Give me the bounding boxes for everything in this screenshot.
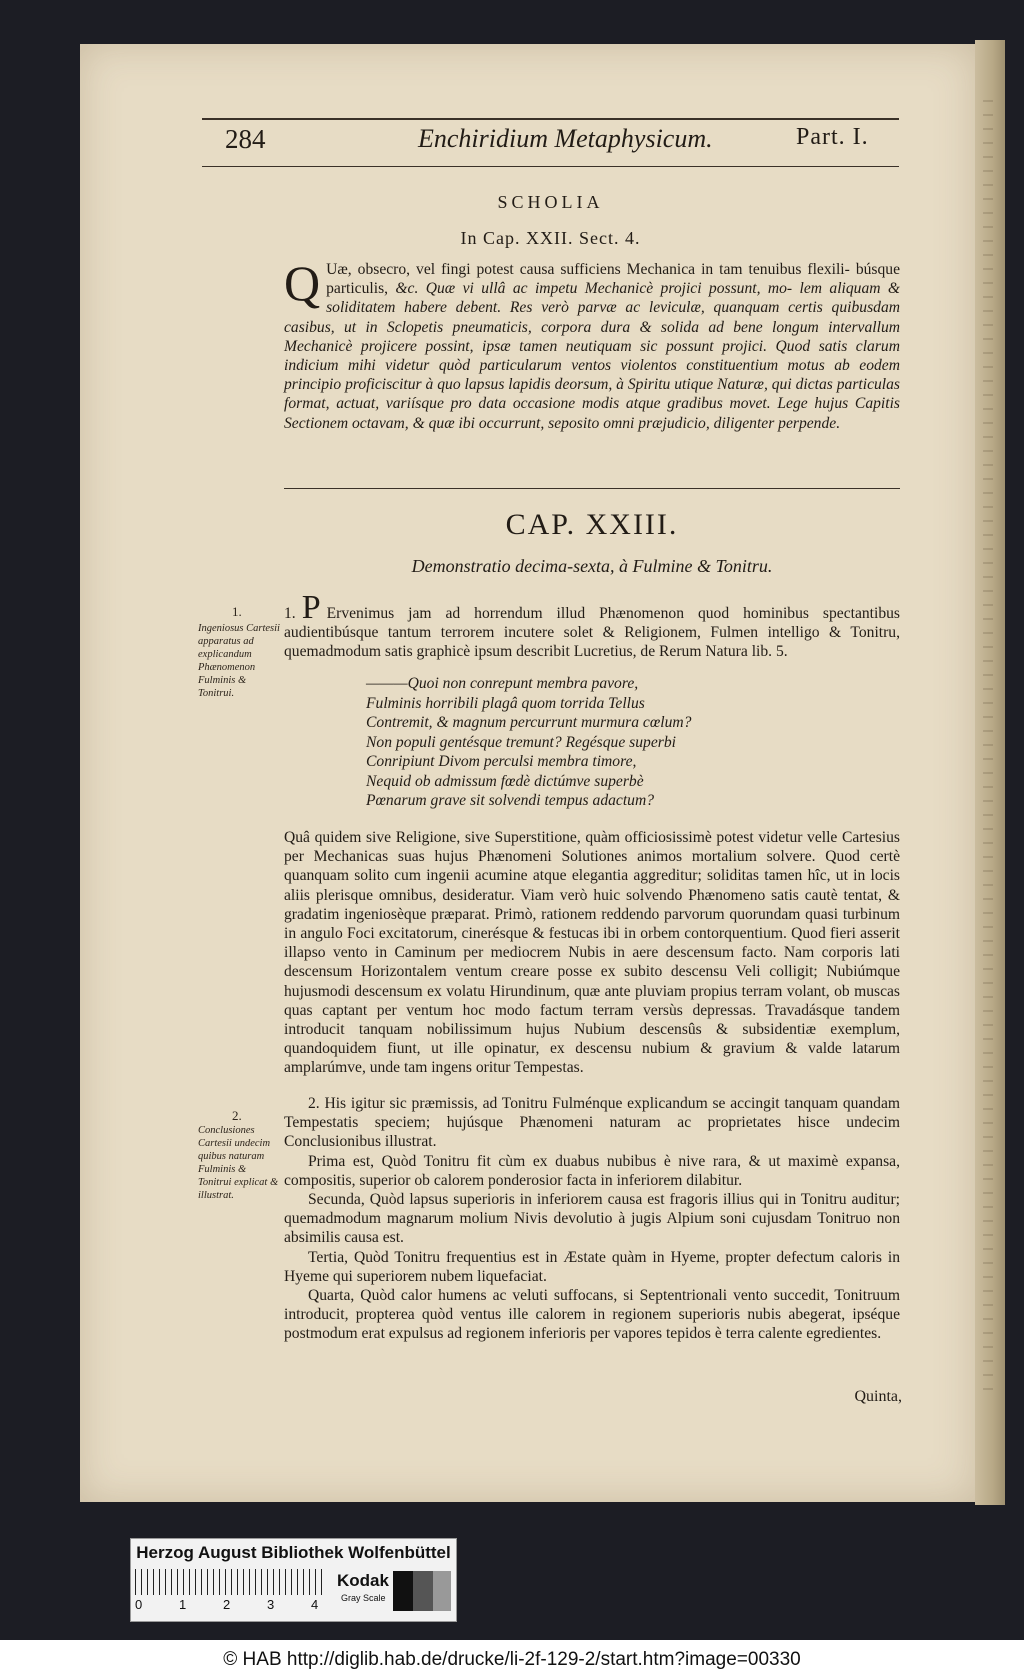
- kodak-logo: Kodak: [337, 1571, 389, 1590]
- verse-line: Non populi gentésque tremunt? Regésque superbi: [366, 733, 676, 751]
- gray-swatch-dark: [413, 1571, 433, 1611]
- section-1-text: Ervenimus jam ad horrendum illud Phænomenon quod hominibus spectantibus audientibúsque tantum terrorem incutere solet & Religionem, Fulmen intelligo & Tonitru, quemadmodum satis graphicè ipsum describit Lucretius, de Rerum Natura lib. 5.: [284, 605, 900, 661]
- conclusion-item: Secunda, Quòd lapsus superioris in inferiorem causa est fragoris illius qui in Tonitru auditur; quemadmodum magnarum molium Nivis devolutio à jugis Alpium soni cujusdam Tonitruo non absimilis causa est.: [284, 1191, 900, 1247]
- scholia-paragraph: [284, 255, 901, 433]
- scholia-line2-roman: búsque particulis,: [326, 261, 900, 298]
- margin-note-1-number: 1.: [232, 604, 242, 619]
- section-1-dropcap: P: [301, 589, 321, 626]
- ruler-number: 4: [311, 1597, 319, 1612]
- ruler-number: 2: [223, 1597, 231, 1612]
- gray-swatch-mid: [433, 1571, 451, 1611]
- conclusion-item: Quarta, Quòd calor humens ac veluti suffocans, si Septentrionali vento succedit, Tonitruum introducit, propterea quòd ventus ille calorem in regionem superioris nubis abegerat, ipséque postmodum erat expulsus ad regionem inferioris per vapores tepidos è terra calente egredientes.: [284, 1287, 900, 1343]
- library-name: Herzog August Bibliothek Wolfenbüttel: [136, 1543, 451, 1562]
- header-rule-bottom: [202, 166, 899, 167]
- scholia-line1: Uæ, obsecro, vel fingi potest causa sufficiens Mechanica in tam tenuibus flexili-: [326, 261, 850, 278]
- catchword: Quinta,: [854, 1388, 902, 1405]
- section-1-number: 1.: [284, 605, 296, 622]
- header-rule-top: [202, 118, 899, 120]
- chapter-rule: [284, 488, 900, 489]
- facing-page-edge: [975, 40, 1005, 1505]
- ruler-number: 0: [135, 1597, 143, 1612]
- verse-line: Nequid ob admissum fœdè dictúmve superbè: [366, 772, 644, 790]
- scholia-rest: lem aliquam & soliditatem habere debent. Res verò parvæ ac leviculæ, quanquam certis quibusdam casibus, ut in Sclopetis pneumaticis, corpora dura & solida ad bene longum intervallum Mechanicè projicere possint, ipsæ tamen neutiquam sic possunt projici. Quod satis clarum indicium mihi videtur quòd particularum ventos violentos constituentium motus ab eodem principio proficiscitur à quo lapsus lapidis deorsum, à Spiritu utique Naturæ, qui dictas particulas format, actuat, variísque pro data occasione modis atque gradibus movet. Lege hujus Capitis Sectionem octavam, & quæ ibi occurrunt, seposito omni præjudicio, diligenter perpende.: [284, 280, 901, 432]
- chapter-subtitle: Demonstratio decima-sexta, à Fulmine & Tonitru.: [411, 556, 773, 576]
- scholia-title: SCHOLIA: [497, 192, 604, 212]
- part-label: Part. I.: [796, 124, 869, 150]
- verse-line: ———Quoi non conrepunt membra pavore,: [366, 675, 639, 692]
- verse-line: Conripiunt Divom perculsi membra timore,: [366, 753, 637, 770]
- margin-note-2: Conclusiones Cartesii undecim quibus naturam Fulminis & Tonitrui explicat & illustrat.: [198, 1125, 279, 1201]
- section-2-paragraph: 2. His igitur sic præmissis, ad Tonitru Fulménque explicandum se accingit tanquam quandam Tempestatis speciem; hujúsque Phænomeni naturam ac proprietates hisce undecim Conclusionibus illustrat.: [284, 1095, 900, 1151]
- verse-line: Pœnarum grave sit solvendi tempus adactum?: [366, 792, 655, 809]
- section-1-paragraph: [284, 589, 900, 662]
- chapter-title: CAP. XXIII.: [505, 508, 679, 541]
- lucretius-verse: [366, 674, 691, 811]
- library-color-card: [130, 1538, 457, 1622]
- gray-scale-label: Gray Scale: [341, 1593, 386, 1603]
- ruler-number: 3: [267, 1597, 275, 1612]
- page-number: 284: [225, 124, 266, 154]
- gray-swatch-black: [393, 1571, 413, 1611]
- copyright-footer: © HAB http://diglib.hab.de/drucke/li-2f-129-2/start.htm?image=00330: [0, 1640, 1024, 1680]
- ruler-number: 1: [179, 1597, 187, 1612]
- scholia-subtitle: In Cap. XXII. Sect. 4.: [460, 228, 641, 248]
- margin-note-2-number: 2.: [232, 1108, 242, 1123]
- verse-line: Fulminis horribili plagâ quom torrida Tellus: [366, 694, 645, 712]
- conclusion-item: Prima est, Quòd Tonitru fit cùm ex duabus nubibus è nive rara, & ut maximè expansa, compositis, superior ob calorem ponderosior facta in inferiorem dilabitur.: [284, 1152, 900, 1189]
- scholia-dropcap: Q: [284, 255, 321, 311]
- running-title: Enchiridium Metaphysicum.: [418, 124, 713, 153]
- scale-ruler: [135, 1569, 327, 1595]
- verse-line: Contremit, & magnum percurrunt murmura cœlum?: [366, 714, 692, 731]
- main-paragraph: Quâ quidem sive Religione, sive Superstitione, quàm officiosissimè potest videtur velle Cartesius per Mechanicas suas hujus Phænomeni Solutiones animos mortalium solvere. Quod certè quanquam solito cum ingenii acumine atque elegantia aggreditur; soliditas tamen hîc, ut in locis aliis plerisque omnibus, desideratur. Viam verò huic solvendo Phænomeno satis cautè tentat, & gradatim ingeniosèque præparat. Primò, rationem reddendo parvorum quorundam quasi turbinum in angulo Foci excitatorum, cinerésque & festucas ibi in orbem contorquentium. Quod fieri asserit illapso vento in Caminum per mediocrem Nubis in aere descensum facto. Nam corporis lati descensum Horizontalem ventum creare posse ex subito descensu Veli colligit; Nubiúmque hujusmodi descensum ex volatu Hirundinum, quæ ante pluviam propius terram volant, ob muscas quas captant per ventum hoc modo factum terram versùs depressas. Travadásque tandem introducit tanquam nobilissimum hujus Nubium descensûs & subsidentiæ exemplum, quandoquidem fiunt, ut ille opinatur, ex descensu nubium & gravium & valde latarum amplarúmve, unde tam ingens oritur Tempestas.: [284, 829, 900, 1077]
- scholia-line2-italic: &c. Quæ vi ullâ ac impetu Mechanicè projici possunt, mo-: [395, 280, 793, 298]
- section-2-and-conclusions: [284, 1094, 900, 1344]
- conclusion-item: Tertia, Quòd Tonitru frequentius est in Æstate quàm in Hyeme, propter defectum caloris in Hyeme qui superiorem nubem liquefaciat.: [284, 1248, 900, 1285]
- margin-note-1: Ingeniosus Cartesii apparatus ad explicandum Phænomenon Fulminis & Tonitrui.: [198, 623, 280, 699]
